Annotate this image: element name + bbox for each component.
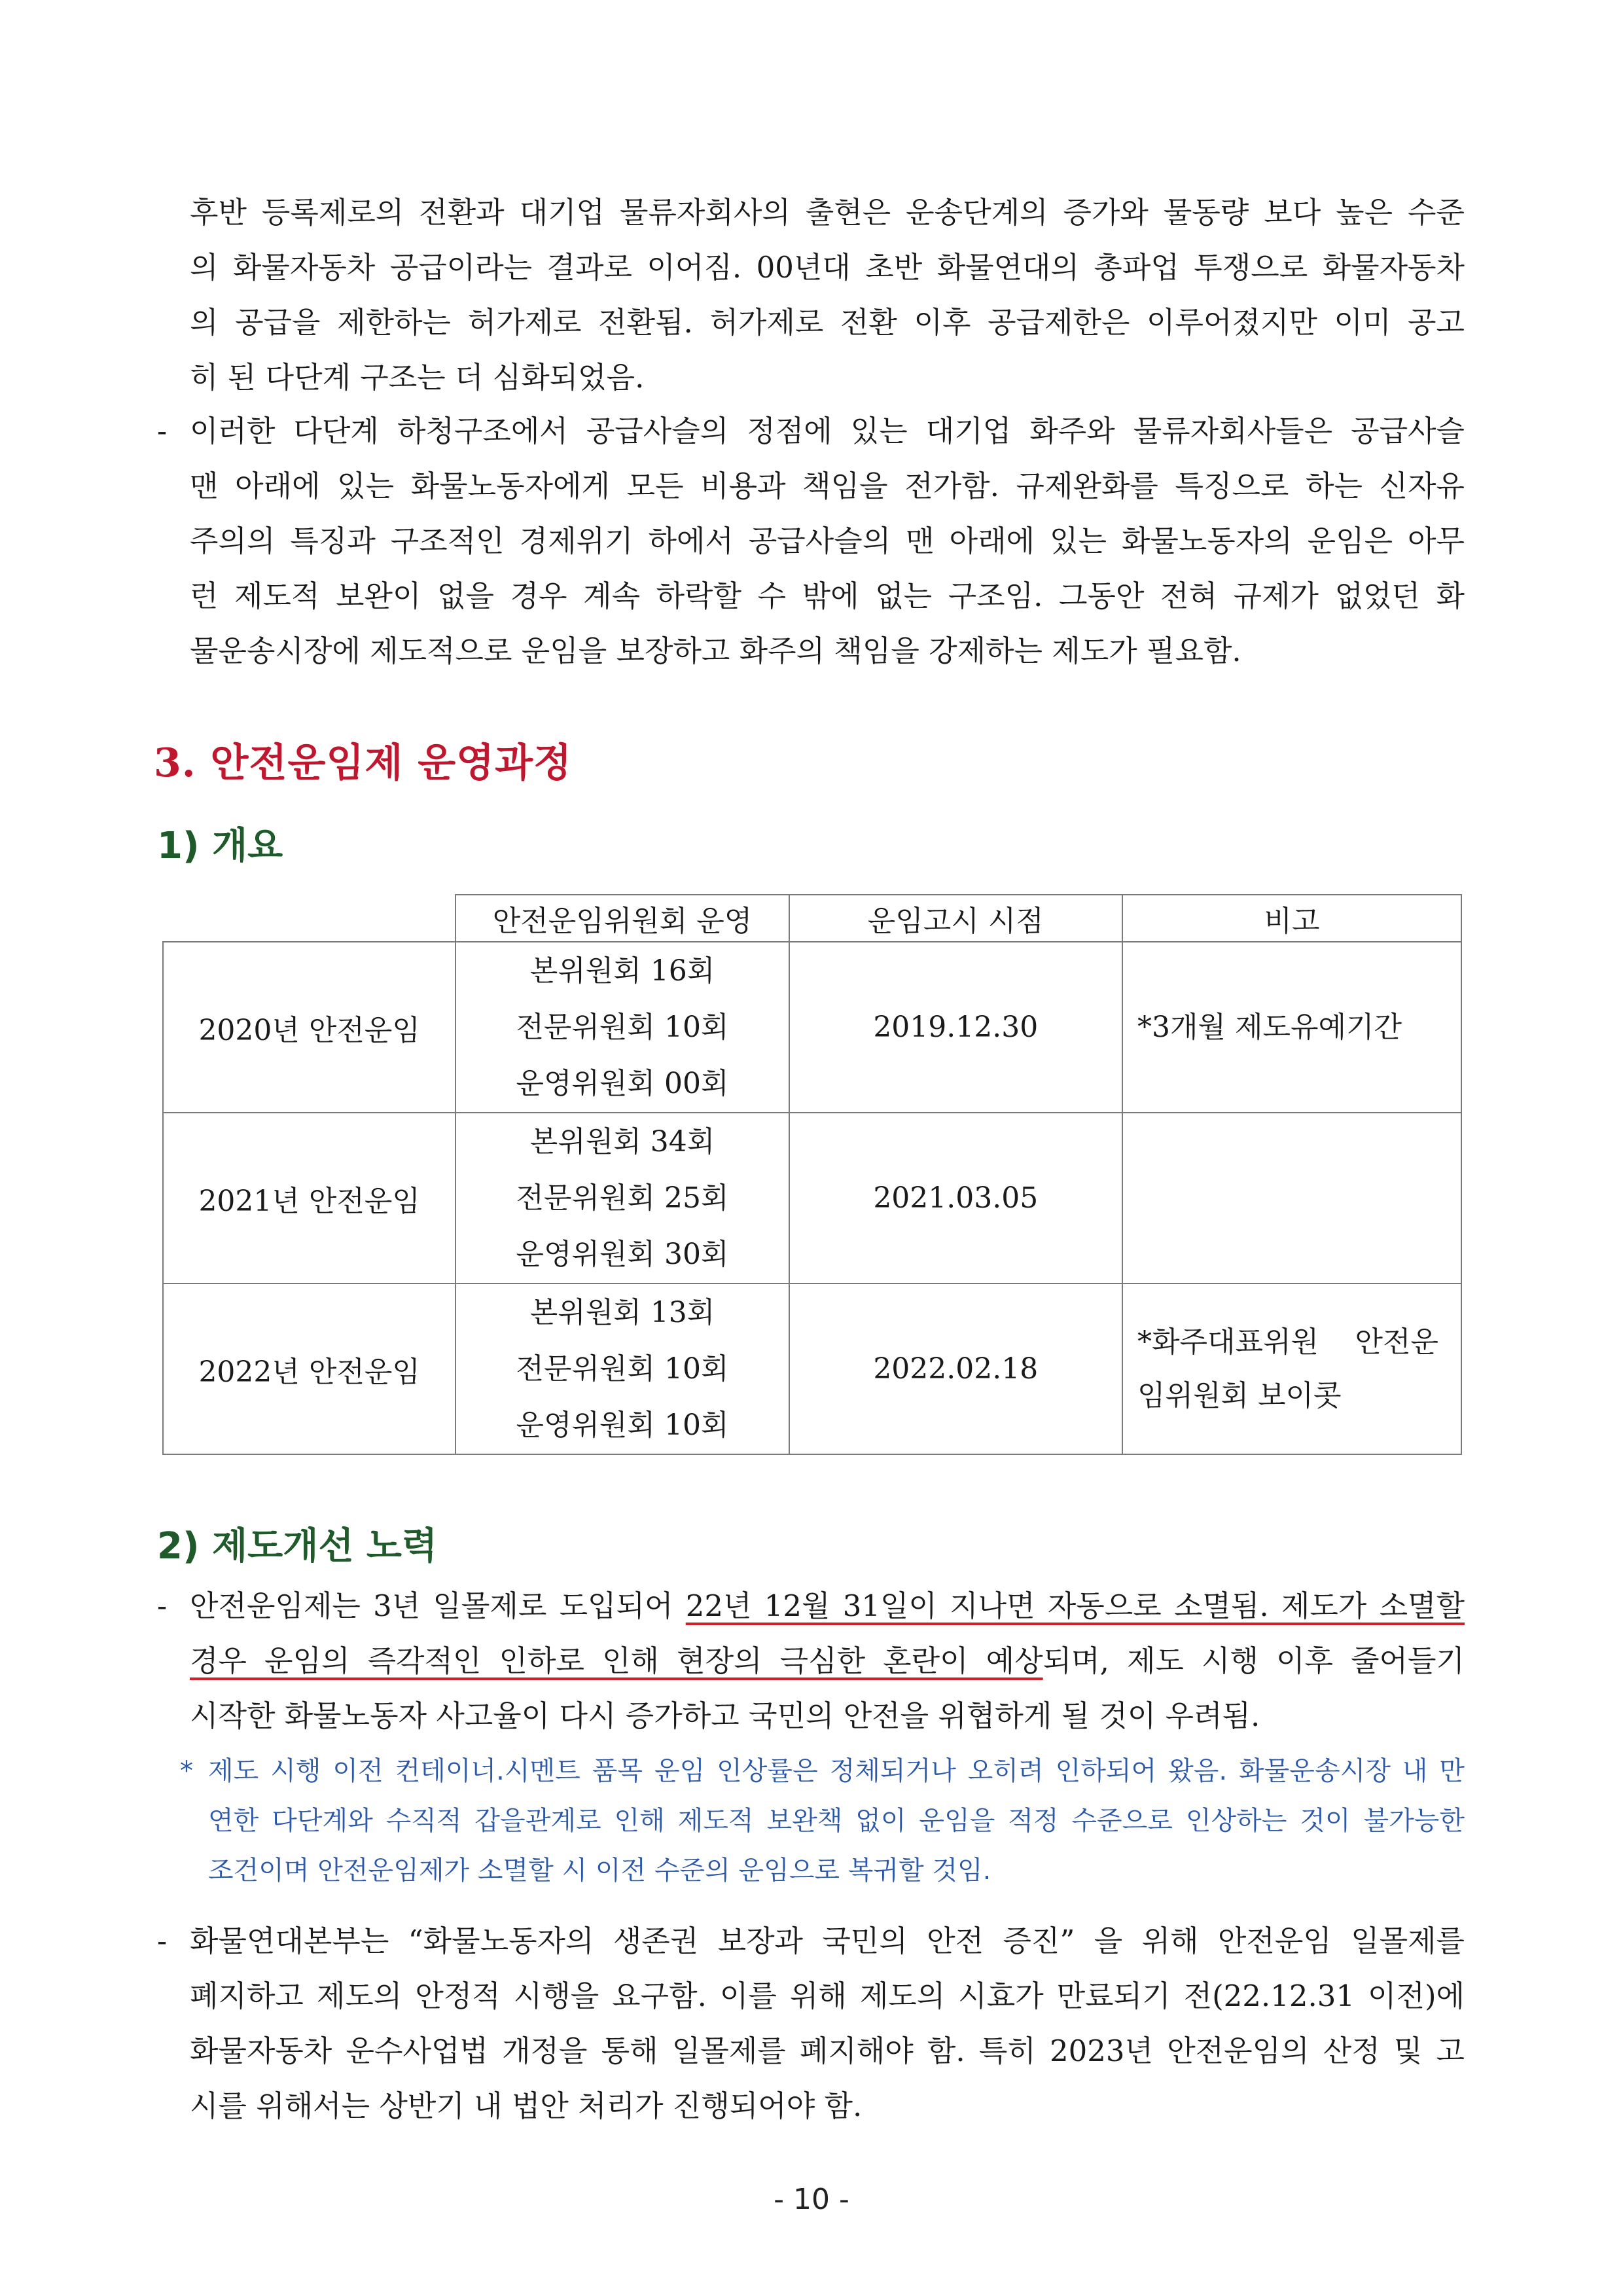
remark-text: *화주대표위원 안전운 bbox=[1137, 1325, 1439, 1359]
committee-count: 전문위원회 10회 bbox=[516, 1010, 729, 1044]
paragraph-line: 시를 위해서는 상반기 내 법안 처리가 진행되어야 함. bbox=[190, 2089, 863, 2123]
year-label-cell: 2022년 안전운임 bbox=[163, 1283, 455, 1454]
paragraph-line: 주의의 특징과 구조적인 경제위기 하에서 공급사슬의 맨 아래에 있는 화물노동자의 운임은 아무 bbox=[190, 524, 1465, 558]
committee-count: 본위원회 34회 bbox=[529, 1124, 715, 1158]
year-label-cell: 2020년 안전운임 bbox=[163, 942, 455, 1113]
paragraph-line bbox=[190, 1634, 1465, 1689]
table-row bbox=[163, 1113, 1461, 1283]
committee-count: 운영위원회 00회 bbox=[516, 1066, 729, 1100]
paragraph-line: 의 공급을 제한하는 허가제로 전환됨. 허가제로 전환 이후 공급제한은 이루어졌지만 이미 공고 bbox=[190, 305, 1465, 340]
page-number: - 10 - bbox=[774, 2183, 849, 2216]
remark-cell bbox=[1122, 1283, 1461, 1454]
committee-count: 본위원회 13회 bbox=[529, 1295, 715, 1329]
paragraph-line: 물운송시장에 제도적으로 운임을 보장하고 화주의 책임을 강제하는 제도가 필요함. bbox=[190, 634, 1241, 668]
plain-text: 안전운임제는 3년 일몰제로 도입되어 bbox=[190, 1588, 686, 1623]
notice-date-cell: 2022.02.18 bbox=[789, 1283, 1123, 1454]
intro-paragraph bbox=[190, 185, 1465, 405]
notice-date-cell: 2019.12.30 bbox=[789, 942, 1123, 1113]
bullet-marker: - bbox=[157, 1588, 168, 1623]
committee-cell bbox=[455, 942, 789, 1113]
table-row bbox=[163, 1283, 1461, 1454]
supply-chain-paragraph bbox=[190, 404, 1465, 679]
table-corner-cell bbox=[163, 895, 455, 942]
paragraph-line: 화물자동차 운수사업법 개정을 통해 일몰제를 폐지해야 함. 특히 2023년 안전운임의 산정 및 고 bbox=[190, 2034, 1465, 2068]
note-paragraph bbox=[208, 1746, 1465, 1895]
note-line: 연한 다단계와 수직적 갑을관계로 인해 제도적 보완책 없이 운임을 적정 수준으로 인상하는 것이 불가능한 bbox=[208, 1806, 1465, 1836]
table-header-cell: 안전운임위원회 운영 bbox=[455, 895, 789, 942]
paragraph-line: 후반 등록제로의 전환과 대기업 물류자회사의 출현은 운송단계의 증가와 물동량 보다 높은 수준 bbox=[190, 195, 1465, 230]
plain-text: 되며, 제도 시행 이후 줄어들기 bbox=[1043, 1643, 1465, 1678]
committee-count: 운영위원회 30회 bbox=[516, 1237, 729, 1271]
demand-paragraph bbox=[190, 1914, 1465, 2134]
remark-text: *3개월 제도유예기간 bbox=[1137, 1010, 1402, 1044]
notice-date-cell: 2021.03.05 bbox=[789, 1113, 1123, 1283]
committee-count: 본위원회 16회 bbox=[529, 954, 715, 988]
bullet-marker: - bbox=[157, 414, 168, 448]
paragraph-line: 이러한 다단계 하청구조에서 공급사슬의 정점에 있는 대기업 화주와 물류자회사들은 공급사슬 bbox=[190, 414, 1465, 448]
paragraph-line: 맨 아래에 있는 화물노동자에게 모든 비용과 책임을 전가함. 규제완화를 특징으로 하는 신자유 bbox=[190, 469, 1465, 503]
committee-count: 전문위원회 25회 bbox=[516, 1181, 729, 1215]
paragraph-line bbox=[190, 1579, 1465, 1634]
remark-text: 임위원회 보이콧 bbox=[1137, 1378, 1342, 1412]
table-header-cell: 비고 bbox=[1122, 895, 1461, 942]
subsection-heading-reform: 2) 제도개선 노력 bbox=[157, 1525, 438, 1568]
committee-cell bbox=[455, 1283, 789, 1454]
emphasized-text: 22년 12월 31일이 지나면 자동으로 소멸됨. 제도가 소멸할 bbox=[685, 1588, 1465, 1623]
paragraph-line: 히 된 다단계 구조는 더 심화되었음. bbox=[190, 360, 645, 395]
sunset-paragraph bbox=[190, 1579, 1465, 1744]
note-line: 조건이며 안전운임제가 소멸할 시 이전 수준의 운임으로 복귀할 것임. bbox=[208, 1856, 991, 1886]
table-row bbox=[163, 942, 1461, 1113]
remark-cell bbox=[1122, 942, 1461, 1113]
paragraph-line: 화물연대본부는 “화물노동자의 생존권 보장과 국민의 안전 증진” 을 위해 안전운임 일몰제를 bbox=[190, 1924, 1465, 1958]
paragraph-line: 런 제도적 보완이 없을 경우 계속 하락할 수 밖에 없는 구조임. 그동안 전혀 규제가 없었던 화 bbox=[190, 579, 1465, 613]
committee-count: 운영위원회 10회 bbox=[516, 1408, 729, 1442]
note-line: 제도 시행 이전 컨테이너.시멘트 품목 운임 인상률은 정체되거나 오히려 인하되어 왔음. 화물운송시장 내 만 bbox=[208, 1756, 1465, 1786]
table-header-cell: 운임고시 시점 bbox=[789, 895, 1123, 942]
table-header-row bbox=[163, 895, 1461, 942]
emphasized-text: 경우 운임의 즉각적인 인하로 인해 현장의 극심한 혼란이 예상 bbox=[190, 1643, 1043, 1678]
paragraph-line: 시작한 화물노동자 사고율이 다시 증가하고 국민의 안전을 위협하게 될 것이 우려됨. bbox=[190, 1698, 1260, 1733]
note-marker: * bbox=[180, 1756, 193, 1786]
committee-count: 전문위원회 10회 bbox=[516, 1352, 729, 1386]
bullet-marker: - bbox=[157, 1924, 168, 1958]
committee-cell bbox=[455, 1113, 789, 1283]
overview-table bbox=[162, 894, 1462, 1455]
paragraph-line: 의 화물자동차 공급이라는 결과로 이어짐. 00년대 초반 화물연대의 총파업 투쟁으로 화물자동차 bbox=[190, 250, 1465, 285]
subsection-heading-overview: 1) 개요 bbox=[157, 825, 283, 867]
remark-cell bbox=[1122, 1113, 1461, 1283]
year-label-cell: 2021년 안전운임 bbox=[163, 1113, 455, 1283]
section-heading: 3. 안전운임제 운영과정 bbox=[154, 740, 573, 786]
paragraph-line: 폐지하고 제도의 안정적 시행을 요구함. 이를 위해 제도의 시효가 만료되기 전(22.12.31 이전)에 bbox=[190, 1979, 1465, 2013]
